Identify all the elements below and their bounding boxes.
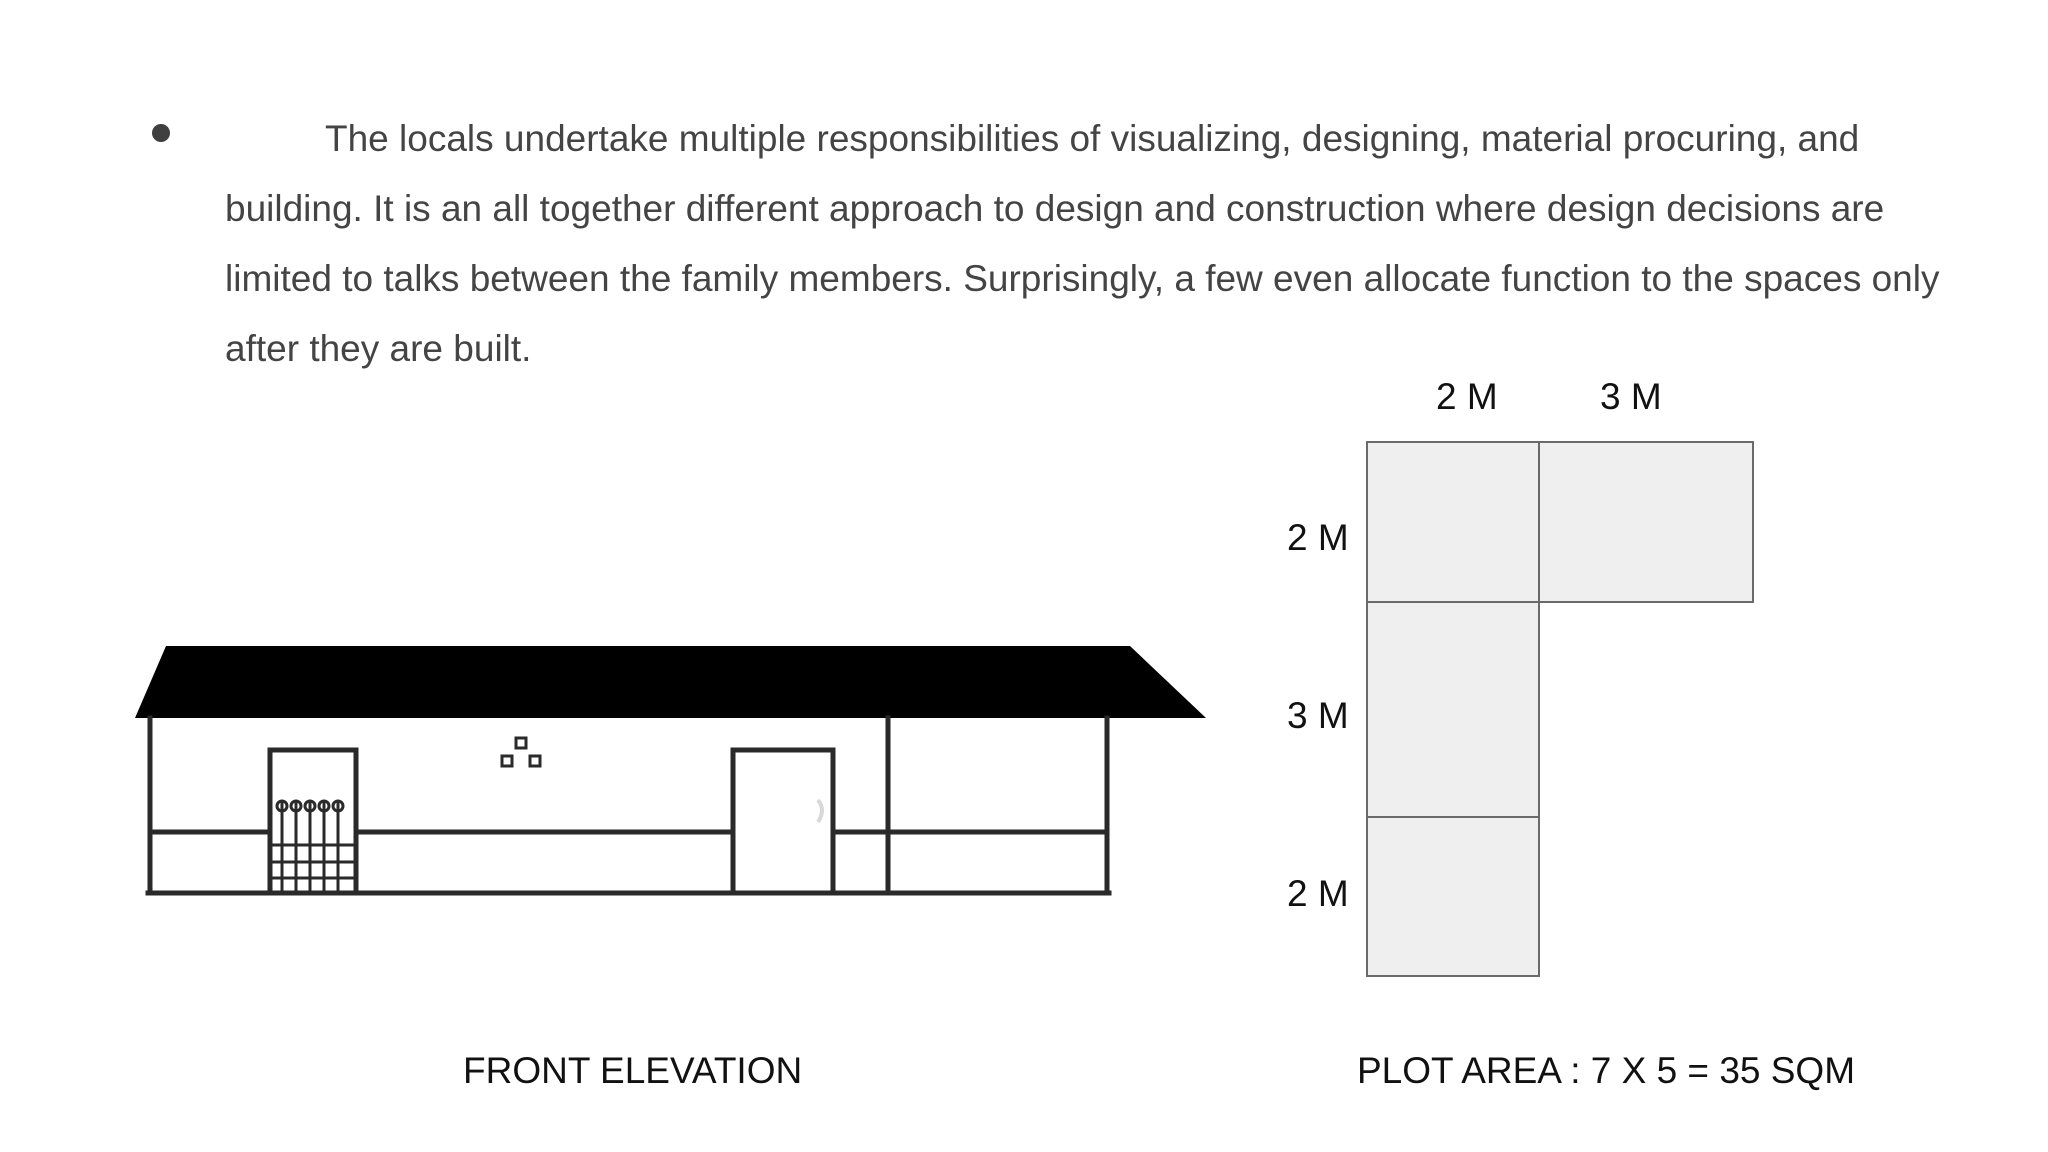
plot-cell-bottom (1366, 816, 1540, 977)
plot-area-caption: PLOT AREA : 7 X 5 = 35 SQM (1357, 1050, 1856, 1091)
plot-cell-top-right (1538, 441, 1754, 603)
plot-side-label-3: 2 M (1287, 873, 1349, 914)
body-paragraph: The locals undertake multiple responsibilities of visualizing, designing, material procuring, and building. It is an all together different approach to design and construction where design decisions are limited to talks between the family members. Surprisingly, a few even allocate function to the spaces only after they are built. (225, 118, 1940, 369)
plot-side-label-2: 3 M (1287, 695, 1349, 736)
front-elevation-drawing (60, 630, 1220, 910)
vent-window-icon (502, 738, 540, 766)
plot-top-label-2: 3 M (1600, 376, 1662, 417)
plot-cell-top-left (1366, 441, 1540, 603)
plot-top-label-1: 2 M (1436, 376, 1498, 417)
plot-cell-middle (1366, 601, 1540, 818)
bullet-icon (152, 124, 170, 142)
roof-shape (135, 646, 1206, 718)
gate-grille (272, 800, 354, 893)
door-handle-icon (818, 800, 822, 822)
plot-side-label-1: 2 M (1287, 517, 1349, 558)
front-elevation-caption: FRONT ELEVATION (463, 1050, 803, 1091)
